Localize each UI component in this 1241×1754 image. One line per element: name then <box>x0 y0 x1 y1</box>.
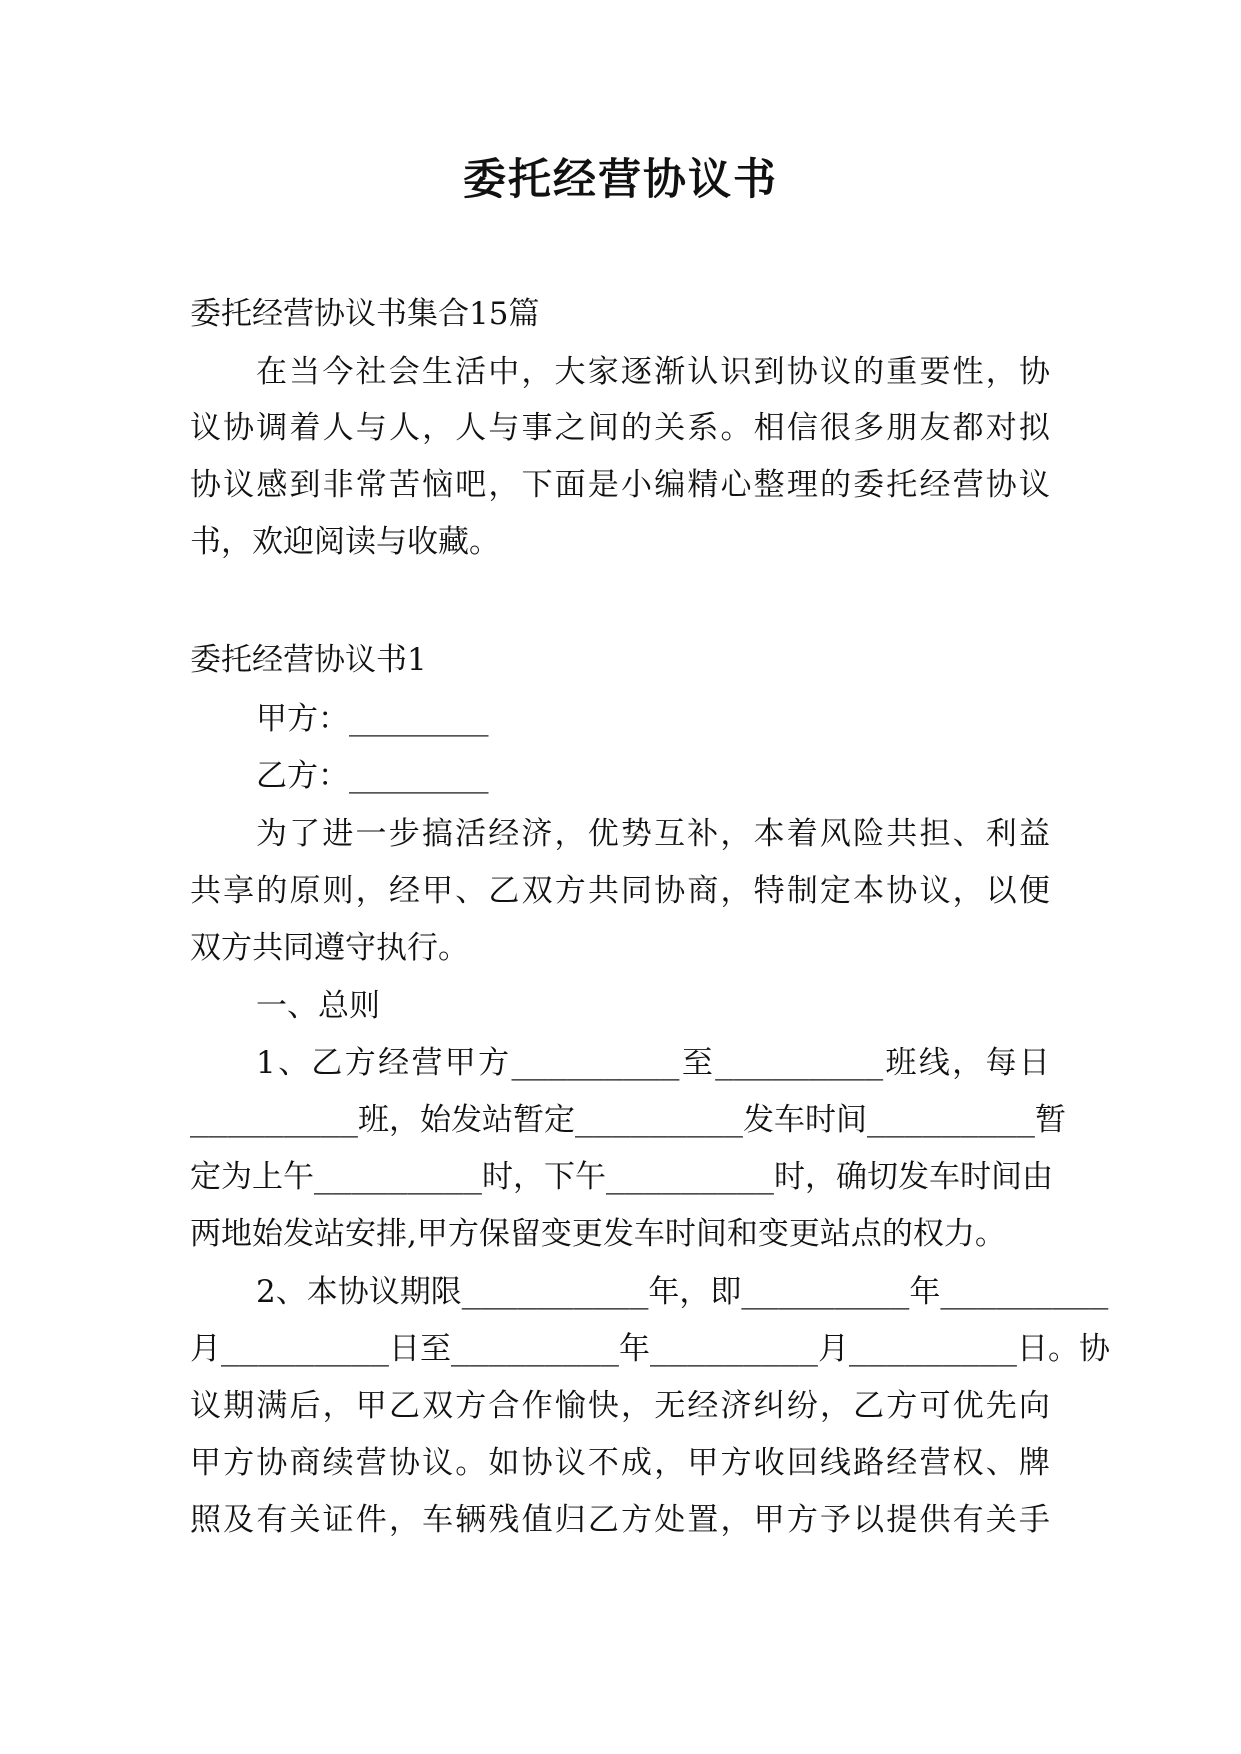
document-title: 委托经营协议书 <box>463 155 778 205</box>
clause-2-line-4: 甲 方 协 商 续 营 协 议 。 如 协 议 不 成 ， 甲 方 收 回 线 路 经 营 权 、 牌 <box>190 1445 1050 1481</box>
intro-line-2: 议 协 调 着 人 与 人 ， 人 与 事 之 间 的 关 系 。 相 信 很 多 朋 友 都 对 拟 <box>190 410 1050 446</box>
party-b-line: 乙方：_________ <box>256 758 489 794</box>
preamble-line-1: 为 了 进 一 步 搞 活 经 济 ， 优 势 互 补 ， 本 着 风 险 共 担 、 利 益 <box>256 816 1050 852</box>
clause-2-line-5: 照 及 有 关 证 件 ， 车 辆 残 值 归 乙 方 处 置 ， 甲 方 予 以 提 供 有 关 手 <box>190 1502 1050 1538</box>
clause-2-line-3: 议 期 满 后 ， 甲 乙 双 方 合 作 愉 快 ， 无 经 济 纠 纷 ， 乙 方 可 优 先 向 <box>190 1388 1050 1424</box>
preamble-line-2: 共 享 的 原 则 ， 经 甲 、 乙 双 方 共 同 协 商 ， 特 制 定 本 协 议 ， 以 便 <box>190 873 1050 909</box>
intro-line-4: 书，欢迎阅读与收藏。 <box>190 524 500 560</box>
collection-heading: 委托经营协议书集合15篇 <box>190 296 540 332</box>
clause-1-line-4: 两地始发站安排,甲方保留变更发车时间和变更站点的权力。 <box>190 1216 1006 1252</box>
intro-line-1: 在 当 今 社 会 生 活 中 ， 大 家 逐 渐 认 识 到 协 议 的 重 要 性 ， 协 <box>256 354 1050 390</box>
preamble-line-3: 双方共同遵守执行。 <box>190 930 469 966</box>
clause-heading-general: 一、总则 <box>256 988 380 1024</box>
intro-line-3: 协 议 感 到 非 常 苦 恼 吧 ， 下 面 是 小 编 精 心 整 理 的 委 托 经 营 协 议 <box>190 467 1050 503</box>
clause-1-line-1: 1 、 乙 方 经 营 甲 方 _________ 至 _________ 班 线 ， 每 日 <box>256 1045 1050 1081</box>
clause-1-line-3: 定 为 上 午 _________ 时 ， 下 午 _________ 时 ， 确 切 发 车 时 间 由 <box>190 1159 1053 1195</box>
party-a-line: 甲方：_________ <box>256 701 489 737</box>
section-heading-1: 委托经营协议书1 <box>190 642 427 678</box>
clause-2-line-1: 2 、 本 协 议 期 限 __________ 年 ， 即 _________ 年 _________ <box>256 1274 1109 1310</box>
clause-1-line-2: _________ 班 ， 始 发 站 暂 定 _________ 发 车 时 间 _________ 暂 <box>190 1102 1066 1138</box>
clause-2-line-2: 月 _________ 日 至 _________ 年 _________ 月 _________ 日 。 协 <box>190 1331 1110 1367</box>
